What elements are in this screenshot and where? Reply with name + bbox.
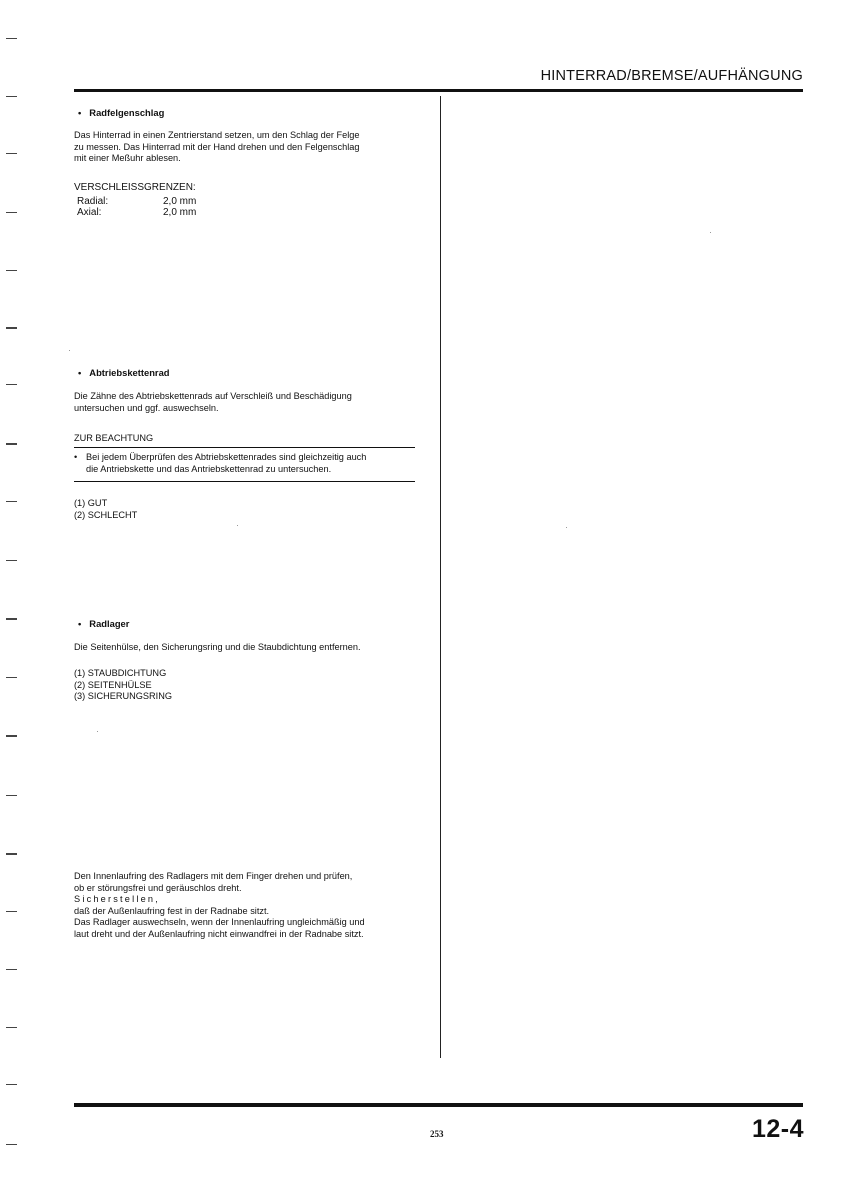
bearing-figure-labels	[74, 668, 172, 703]
note-title: ZUR BEACHTUNG	[74, 433, 154, 443]
bullet: •	[74, 452, 78, 462]
margin-mark	[6, 618, 17, 620]
margin-mark	[6, 795, 17, 796]
page-number: 253	[430, 1129, 444, 1139]
note-text: Bei jedem Überprüfen des Abtriebskettenrades sind gleichzeitig auch	[86, 452, 367, 462]
heading-text: Radlager	[89, 618, 130, 629]
limit-label: Radial:	[77, 196, 109, 207]
margin-mark	[6, 677, 17, 678]
wear-limits-title: VERSCHLEISSGRENZEN:	[74, 182, 196, 193]
paragraph-line: Das Radlager auswechseln, wenn der Innenlaufring ungleichmäßig und	[74, 917, 365, 927]
margin-mark	[6, 327, 17, 329]
section-number: 12-4	[751, 1115, 804, 1143]
note-body	[74, 452, 419, 475]
figure-label: (3) SICHERUNGSRING	[74, 691, 173, 701]
paragraph-line: Den Innenlaufring des Radlagers mit dem Finger drehen und prüfen,	[74, 871, 353, 881]
bullet: •	[78, 367, 82, 378]
sprocket-figure-labels	[74, 498, 137, 521]
paragraph-line: Die Zähne des Abtriebskettenrads auf Verschleiß und Beschädigung	[74, 391, 352, 401]
note-line: die Antriebskette und das Antriebskettenrad zu untersuchen.	[86, 463, 332, 474]
page-header-title: HINTERRAD/BREMSE/AUFHÄNGUNG	[540, 68, 803, 84]
note-rule-bottom	[74, 481, 415, 482]
margin-mark	[6, 153, 17, 154]
limit-row-radial	[74, 196, 234, 207]
section-heading-driven-sprocket	[78, 367, 170, 379]
section-heading-rim-runout	[78, 107, 164, 119]
limit-value: 2,0 mm	[163, 207, 197, 218]
paragraph-line: zu messen. Das Hinterrad mit der Hand drehen und den Felgenschlag	[74, 141, 360, 152]
figure-label: (1) STAUBDICHTUNG	[74, 668, 167, 678]
paragraph-line: daß der Außenlaufring fest in der Radnabe sitzt.	[74, 905, 270, 916]
limit-label: Axial:	[77, 207, 102, 218]
column-divider	[440, 96, 441, 1058]
bearing-check-text	[74, 871, 434, 940]
paragraph-line: ob er störungsfrei und geräuschlos dreht.	[74, 882, 242, 893]
paragraph-line: untersuchen und ggf. auswechseln.	[74, 402, 219, 413]
margin-mark	[6, 1084, 17, 1085]
figure-label: (1) GUT	[74, 498, 108, 508]
note-rule-top	[74, 447, 415, 448]
heading-text: Abtriebskettenrad	[89, 367, 170, 378]
margin-mark	[6, 212, 17, 213]
heading-text: Radfelgenschlag	[89, 107, 165, 118]
scan-speck	[97, 731, 98, 732]
paragraph-line: mit einer Meßuhr ablesen.	[74, 153, 181, 163]
margin-mark	[6, 384, 17, 385]
section-heading-wheel-bearing	[78, 618, 129, 630]
bullet: •	[78, 107, 82, 118]
figure-label: (2) SCHLECHT	[74, 509, 138, 520]
margin-mark	[6, 443, 17, 445]
bearing-paragraph: Die Seitenhülse, den Sicherungsring und die Staubdichtung entfernen.	[74, 642, 361, 652]
paragraph-line: Das Hinterrad in einen Zentrierstand setzen, um den Schlag der Felge	[74, 130, 360, 140]
rim-runout-paragraph	[74, 130, 419, 165]
figure-label: (2) SEITENHÜLSE	[74, 679, 152, 690]
margin-mark	[6, 735, 17, 737]
margin-mark	[6, 96, 17, 97]
footer-rule	[74, 1103, 803, 1107]
scan-speck	[710, 232, 711, 233]
margin-mark	[6, 1027, 17, 1028]
margin-mark	[6, 560, 17, 561]
note-line	[74, 452, 419, 464]
header-rule	[74, 89, 803, 92]
paragraph-line: laut dreht und der Außenlaufring nicht einwandfrei in der Radnabe sitzt.	[74, 928, 364, 939]
scan-speck	[237, 525, 238, 526]
limit-value: 2,0 mm	[163, 196, 197, 207]
limit-row-axial	[74, 207, 234, 218]
margin-mark	[6, 38, 17, 39]
margin-mark	[6, 969, 17, 970]
margin-mark	[6, 270, 17, 271]
margin-mark	[6, 1144, 17, 1145]
margin-mark	[6, 911, 17, 912]
bullet: •	[78, 618, 82, 629]
margin-mark	[6, 853, 17, 855]
scan-speck	[69, 350, 70, 351]
margin-mark	[6, 501, 17, 502]
ensure-word: Sicherstellen,	[74, 894, 160, 904]
scan-speck	[566, 527, 567, 528]
sprocket-paragraph	[74, 391, 419, 414]
